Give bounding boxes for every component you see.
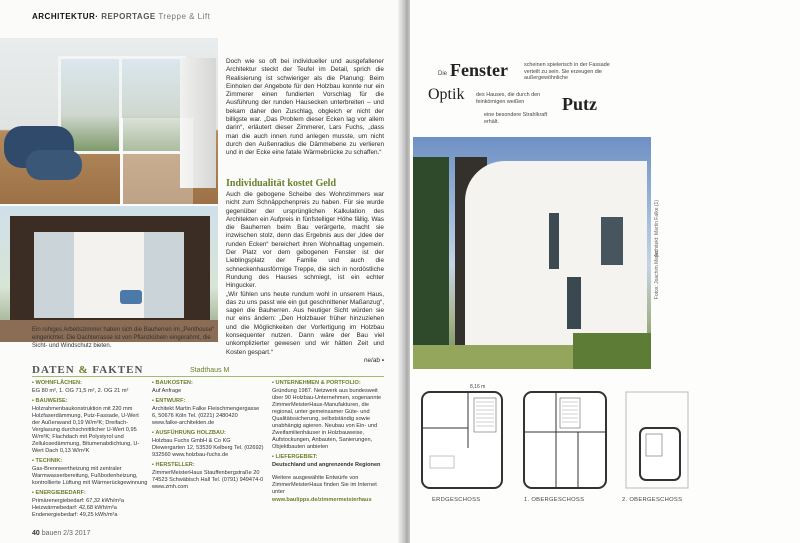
right-page xyxy=(410,0,800,543)
plan-label-ground: ERDGESCHOSS xyxy=(432,497,481,503)
photo-credit: Fotos: Joachim Meyer xyxy=(654,250,660,300)
facts-divider xyxy=(32,376,384,377)
facts-title: DATEN & FAKTEN xyxy=(32,364,144,376)
paragraph: Auch die gebogene Scheibe des Wohnzimmers war nicht zum Schnäppchenpreis zu haben. Für sie wurde gegenüber der ursprünglichen Kalkulation des Architekten ein Aufpreis in fünfstelliger Höhe fällig. Was die Bauherren beim Bau verärgerte, macht sie inzwischen stolz, denn das Ergebnis aus der „Idee der runden Ecken“ bereichert ihren Wohnalltag ungemein. Der Platz vor dem gebogenen Fenster ist der Lieblingsplatz der Familie und auch die schneckenhausförmige Treppe, die sich in nordöstliche Rundung des Hauses schmiegt, ist ein echter Hingucker. xyxy=(226,191,384,290)
header-topic: Treppe & Lift xyxy=(158,12,211,21)
plan-label-first: 1. OBERGESCHOSS xyxy=(524,497,585,503)
page-number: 40 xyxy=(32,530,40,537)
header-category: ARCHITEKTUR xyxy=(32,12,96,21)
floorplan-first xyxy=(520,388,610,492)
body-text-mid xyxy=(226,191,384,365)
dimension-label: 8,16 m xyxy=(470,384,486,390)
facts-column-3: ▪ UNTERNEHMEN & PORTFOLIO: Gründung 1987. Netzwerk aus bundesweit über 90 Holzbau-Unternehmen, sogenannte ZimmerMeisterHaus-Manufakturen, die regional, unter gemeinsamer Güte- und Qualitätssicherung, selbstständig sowie unabhängig agieren. Neubau von Ein- und Zweifamilienhäuser in Holzbauweise, Aufstockungen, Anbauten, Sanierungen, Objektbauten anbieten ▪ LIEFERGEBIET: Deutschland und angrenzende Regionen Weitere ausgewählte Entwürfe von ZimmerMeisterHaus finden Sie im Internet unter www.baulipps.de/zimmermeisterhaus xyxy=(272,380,390,507)
issue: 2/3 2017 xyxy=(63,530,91,537)
paragraph: „Wir fühlen uns heute rundum wohl in unserem Haus, das zu uns passt wie ein gut geschnittener Maßanzug“, sagen die Bauherren. Aus heutiger Sicht würden sie nur eins ändern: „Den Holzbauer früher hinzuziehen und die Möglichkeiten der Vorfertigung im Holzbau konsequenter nutzen. Dann wäre der Bau viel unkomplizierter gewesen und wir hätten Zeit und Kosten gespart.“ xyxy=(226,290,384,356)
body-text-top: Doch wie so oft bei individueller und ausgefallener Architektur steckt der Teufel im Detail, sprich die Realisierung ist schwieriger als die Planung: Beim Einholen der Angebote für den Holzbau konnte nur ein Zimmerer einen fundierten Vorschlag für die Ausführung der runden Hausecken unterbreiten – und bekam daher den Zuschlag, obgleich er nicht der billigste war. „Das Problem dieser Ecken lag vor allem darin“, erläutert dieser Zimmerer, Lars Fuchs, „dass man die auch innen rund anlegen musste, um nicht durch den Außenradius die Dämmebene zu verlieren und in der Ecke eine fatale Wärmebrücke zu schaffen.“ xyxy=(226,58,384,157)
house-exterior-photo xyxy=(413,137,651,369)
interior-photo xyxy=(0,38,218,204)
magazine-name: bauen xyxy=(41,530,62,537)
subheading: Individualität kostet Geld xyxy=(226,178,337,189)
header-category2: REPORTAGE xyxy=(101,12,156,21)
page-header: ARCHITEKTUR· REPORTAGE Treppe & Lift xyxy=(32,12,211,21)
floorplan-ground xyxy=(418,388,506,492)
quote-word-fenster: Fenster xyxy=(450,60,508,80)
penthouse-photo xyxy=(0,206,218,342)
photo-credit-2: Architekt: Martin Falke (1) xyxy=(654,200,660,258)
pull-quote: Die Fenster scheinen spielerisch in der Fassade verteilt zu sein. Sie erzeugen die außergewöhnliche Optik des Hauses, die durch den feinkörnigen weißen Putz eine besondere Strahlkraft erhält. xyxy=(428,60,610,125)
quote-word-putz: Putz xyxy=(562,94,597,114)
author-tag: ne/ab ▪ xyxy=(363,356,384,364)
facts-subtitle: Stadthaus M xyxy=(190,367,230,374)
photo-caption: Ein ruhiges Arbeitszimmer haben sich die Bauherren im „Penthouse“ eingerichtet. Die Dachterrasse ist von Pflanzkübeln eingerahmt, die Sicht- und Windschutz bieten. xyxy=(32,327,215,349)
facts-column-2: ▪ BAUKOSTEN: Auf Anfrage ▪ ENTWURF: Architekt Martin Falke Fleischmengergasse 6, 50676 Köln Tel. (0221) 2480420 www.falke-architekten.de ▪ AUSFÜHRUNG HOLZBAU: Holzbau Fuchs GmbH & Co KG Diewergarten 12, 53539 Kelberg Tel. (02692) 932560 www.holzbau-fuchs.de ▪ HERSTELLER: ZimmerMeisterHaus Stauffenbergstraße 20 74523 Schwäbisch Hall Tel. (0791) 949474-0 www.zmh.com xyxy=(152,380,264,494)
quote-word-optik: Optik xyxy=(428,86,465,103)
page-footer xyxy=(32,530,90,537)
facts-column-1: ▪ WOHNFLÄCHEN: EG 80 m², 1. OG 71,5 m², 2. OG 21 m² ▪ BAUWEISE: Holzrahmenbaukonstruktion mit 220 mm Holzfaserdämmung, Putz-Fassade, U-Wert der Außenwand 0,19 W/m²K; Dreifach-Verglasung durchschnittlicher U-Wert 0,95 W/m²K; Flachdach mit Polystyrol und Zellulosedämmung, Bitumenabdichtung, U-Wert Dach 0,13 W/m²K ▪ TECHNIK: Gas-Brennwertheizung mit zentraler Warmwasserbereitung, Fußbodenheizung, kontrollierte Lüftung mit Wärmerückgewinnung ▪ ENERGIEBEDARF: Primärenergiebedarf: 67,32 kWh/m²a Heizwärmebedarf: 42,68 kWh/m²a Endenergiebedarf: 49,25 kWh/m²a xyxy=(32,380,148,522)
floorplan-second xyxy=(622,388,692,492)
plan-label-second: 2. OBERGESCHOSS xyxy=(622,497,683,503)
